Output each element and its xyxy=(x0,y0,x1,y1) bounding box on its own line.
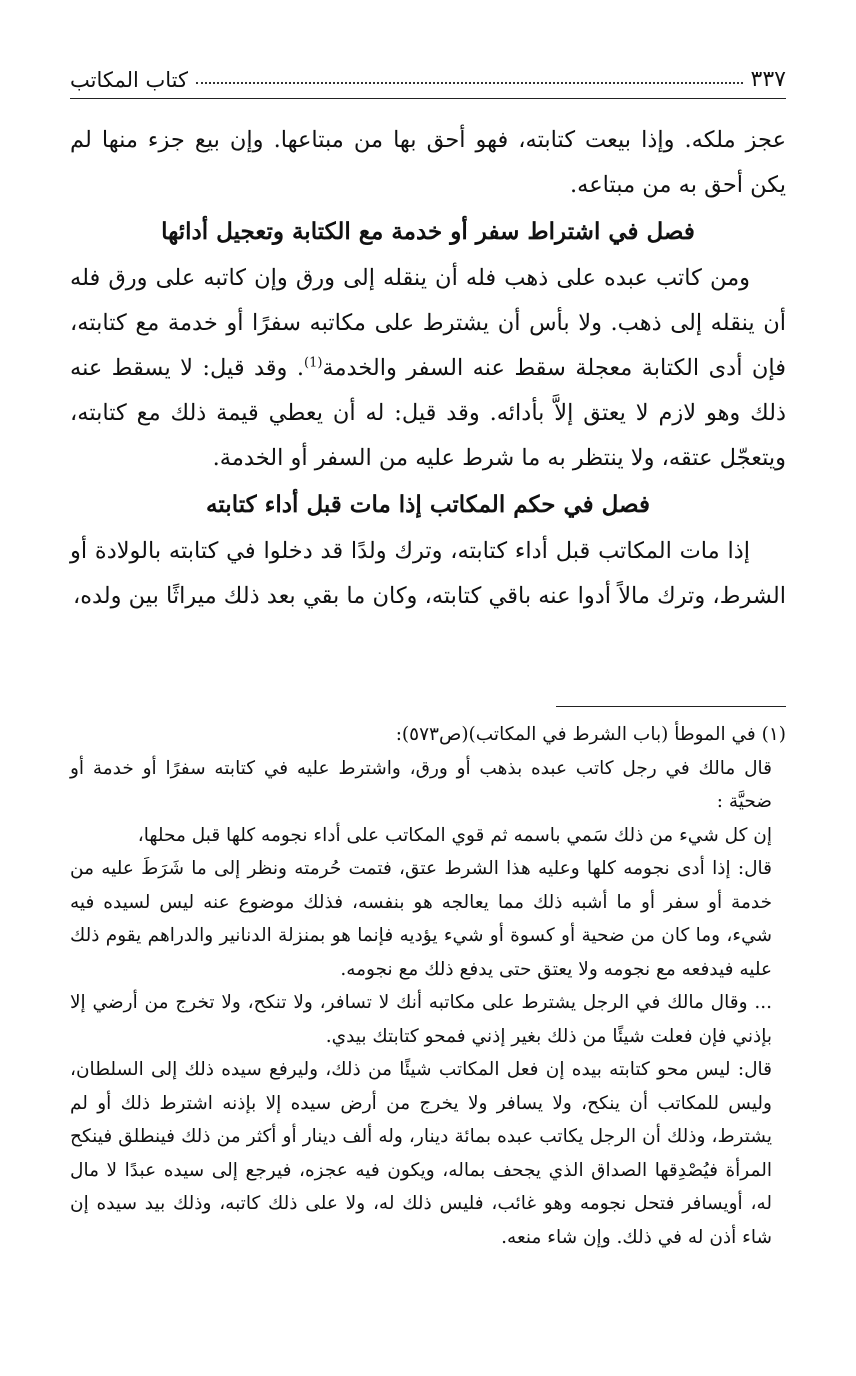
section-heading-2: فصل في حكم المكاتب إذا مات قبل أداء كتابته xyxy=(206,491,650,518)
footnote-line: قال: إذا أدى نجومه كلها وعليه هذا الشرط عتق، فتمت حُرمته ونظر إلى ما شَرَطَ عليه من خدمة أو سفر أو ما أشبه ذلك مما يعالجه هو بنفسه، فذلك موضوع عنه ليس لسيده فيه شيء، وما كان من ضحية أو كسوة أو شيء يؤديه فإنما هو بمنزلة الدنانير والدراهم يقوم ذلك عليه فيدفعه مع نجومه ولا يعتق حتى يدفع ذلك مع نجومه. xyxy=(70,858,772,980)
footnote-1-source: (١) في الموطأ (باب الشرط في المكاتب)(ص٥٧٣): xyxy=(395,724,786,745)
running-header xyxy=(70,58,786,99)
footnote-line: إن كل شيء من ذلك سَمي باسمه ثم قوي المكاتب على أداء نجومه كلها قبل محلها، xyxy=(137,824,772,846)
paragraph-3: إذا مات المكاتب قبل أداء كتابته، وترك ولدًا قد دخلوا في كتابته بالولادة أو الشرط، وترك مالاً أدوا عنه باقي كتابته، وكان ما بقي بعد ذلك ميراثًا بين ولده، xyxy=(70,538,786,609)
paragraph-1: عجز ملكه. وإذا بيعت كتابته، فهو أحق بها من مبتاعها. وإن بيع جزء منها لم يكن أحق به من مبتاعه. xyxy=(70,127,786,198)
footnote-separator xyxy=(556,706,786,707)
running-title: كتاب المكاتب xyxy=(70,68,189,92)
footnote-line: قال: ليس محو كتابته بيده إن فعل المكاتب شيئًا من ذلك، وليرفع سيده ذلك إلى السلطان، وليس للمكاتب أن ينكح، ولا يسافر ولا يخرج من أرض سيده إلا بإذنه اشترط ذلك أو لم يشترط، وذلك أن الرجل يكاتب عبده بمائة دينار، وله ألف دينار أو أكثر من ذلك فينطلق فينكح المرأة فيُصْدِقها الصداق الذي يجحف بماله، ويكون فيه عجزه، فيرجع إلى سيده عبدًا لا مال له، أويسافر فتحل نجومه وهو غائب، فليس ذلك له، ولا على ذلك كاتبه، وذلك بيد سيده إن شاء أذن له في ذلك. وإن شاء منعه. xyxy=(70,1059,772,1248)
section-heading-1: فصل في اشتراط سفر أو خدمة مع الكتابة وتعجيل أدائها xyxy=(161,218,695,245)
footnote-ref-1[interactable]: (1) xyxy=(303,355,323,371)
paragraph-2 xyxy=(70,256,786,481)
main-text xyxy=(70,118,786,619)
dotted-leader xyxy=(196,82,743,84)
paragraph-2-part-b: . وقد قيل: لا يسقط عنه ذلك وهو لازم لا يعتق إلاَّ بأدائه. وقد قيل: له أن يعطي قيمة ذلك مع كتابته، ويتعجّل عتقه، ولا ينتظر به ما شرط عليه من السفر أو الخدمة. xyxy=(70,355,786,471)
footnote-line: ... وقال مالك في الرجل يشترط على مكاتبه أنك لا تسافر، ولا تنكح، ولا تخرج من أرضي إلا بإذني فإن فعلت شيئًا من ذلك بغير إذني فمحو كتابتك بيدي. xyxy=(70,992,772,1047)
footnote-1-body xyxy=(70,752,786,1255)
page-number: ٣٣٧ xyxy=(750,67,786,92)
footnotes xyxy=(70,718,786,1254)
paragraph-2-part-a: ومن كاتب عبده على ذهب فله أن ينقله إلى ورق وإن كاتبه على ورق فله أن ينقله إلى ذهب. ولا بأس أن يشترط على مكاتبه سفرًا أو خدمة مع كتابته، فإن أدى الكتابة معجلة سقط عنه السفر والخدمة xyxy=(70,265,786,381)
footnote-line: قال مالك في رجل كاتب عبده بذهب أو ورق، واشترط عليه في كتابته سفرًا أو خدمة أو ضحيَّة : xyxy=(70,757,772,812)
